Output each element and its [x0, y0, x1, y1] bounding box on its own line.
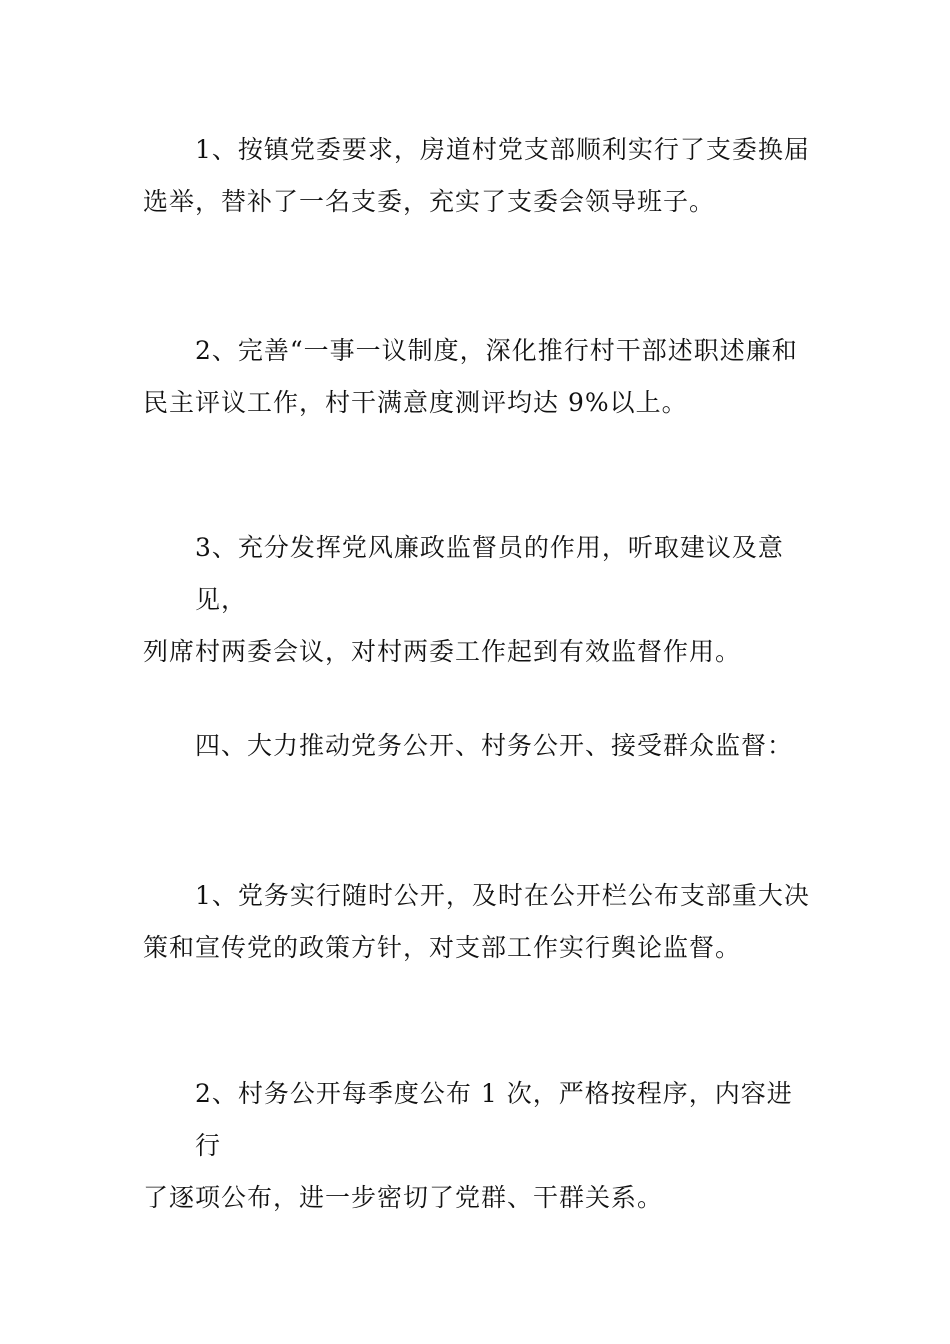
paragraph-5 [143, 870, 813, 974]
paragraph-1 [143, 124, 813, 228]
section-heading-4 [143, 720, 813, 772]
paragraph-2 [143, 325, 813, 429]
paragraph-2-line-1: 2、完善“一事一议制度，深化推行村干部述职述廉和 [195, 336, 798, 365]
paragraph-5-line-2: 策和宣传党的政策方针，对支部工作实行舆论监督。 [143, 933, 742, 962]
paragraph-5-line-1: 1、党务实行随时公开，及时在公开栏公布支部重大决 [195, 881, 810, 910]
paragraph-3-line-2: 列席村两委会议，对村两委工作起到有效监督作用。 [143, 637, 742, 666]
paragraph-6 [143, 1068, 813, 1224]
section-heading-4-line-1: 四、大力推动党务公开、村务公开、接受群众监督： [195, 731, 794, 760]
paragraph-2-line-2: 民主评议工作，村干满意度测评均达 9%以上。 [143, 388, 688, 417]
paragraph-1-line-1: 1、按镇党委要求，房道村党支部顺利实行了支委换届 [195, 135, 810, 164]
paragraph-6-line-2: 了逐项公布，进一步密切了党群、干群关系。 [143, 1183, 664, 1212]
paragraph-3-line-1: 3、充分发挥党风廉政监督员的作用，听取建议及意见， [195, 533, 784, 614]
paragraph-6-line-1: 2、村务公开每季度公布 1 次，严格按程序，内容进行 [195, 1079, 793, 1160]
paragraph-3 [143, 522, 813, 678]
paragraph-1-line-2: 选举，替补了一名支委，充实了支委会领导班子。 [143, 187, 716, 216]
